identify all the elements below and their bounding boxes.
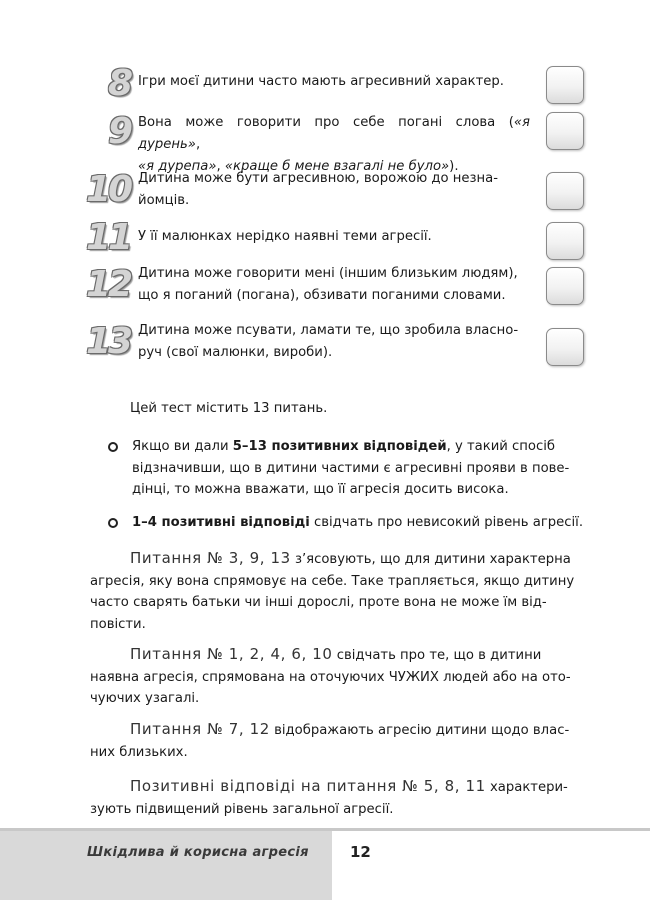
bullet-icon: [108, 442, 118, 452]
answer-checkbox[interactable]: [546, 66, 584, 104]
footer-band: [0, 831, 332, 900]
answer-checkbox[interactable]: [546, 328, 584, 366]
question-number: 12: [86, 264, 131, 305]
paragraph: Позитивні відповіді на питання № 5, 8, 11 характери- зують підвищений рівень загальної агресії.: [90, 777, 568, 817]
question-number: 11: [86, 217, 131, 258]
question-text: Вона може говорити про себе погані слова («я дурень», «я дурепа», «краще б мене взагалі не було»).: [138, 115, 530, 174]
paragraph: Питання № 7, 12 відображають агресію дитини щодо влас- них близьких.: [90, 720, 570, 760]
answer-checkbox[interactable]: [546, 112, 584, 150]
paragraph: Питання № 1, 2, 4, 6, 10 свідчать про те, що в дитини наявна агресія, спрямована на оточуючих ЧУЖИХ людей або на ото- чуючих узагалі.: [90, 645, 571, 706]
page-number: 12: [350, 843, 371, 861]
question-number: 13: [86, 321, 131, 362]
answer-checkbox[interactable]: [546, 222, 584, 260]
question-number: 8: [108, 63, 131, 104]
footer-book-title: Шкідлива й корисна агресія: [87, 845, 309, 860]
question-text: У її малюнках нерідко наявні теми агресії.: [138, 229, 432, 244]
answer-checkbox[interactable]: [546, 267, 584, 305]
bullet-text: 1–4 позитивні відповіді свідчать про невисокий рівень агресії.: [132, 515, 584, 530]
question-text: Дитина може говорити мені (іншим близьким людям), що я поганий (погана), обзивати поганими словами.: [138, 266, 518, 303]
question-text: Ігри моєї дитини часто мають агресивний характер.: [138, 74, 504, 89]
question-text: Дитина може бути агресивною, ворожою до незна- йомців.: [138, 171, 498, 208]
paragraph: Питання № 3, 9, 13 з’ясовують, що для дитини характерна агресія, яку вона спрямовує на себе. Таке трапляється, якщо дитину часто сварять батьки чи інші дорослі, проте вона не може їм від- повісти.: [90, 549, 575, 632]
intro-text: Цей тест містить 13 питань.: [130, 401, 328, 416]
answer-checkbox[interactable]: [546, 172, 584, 210]
question-number: 10: [86, 169, 131, 210]
bullet-text: Якщо ви дали 5–13 позитивних відповідей, у такий спосіб відзначивши, що в дитини частими є агресивні прояви в пове- дінці, то можна вважати, що її агресія досить висока.: [132, 439, 570, 497]
question-number: 9: [108, 111, 131, 152]
question-text: Дитина може псувати, ламати те, що зробила власно- руч (свої малюнки, вироби).: [138, 323, 519, 360]
bullet-icon: [108, 518, 118, 528]
